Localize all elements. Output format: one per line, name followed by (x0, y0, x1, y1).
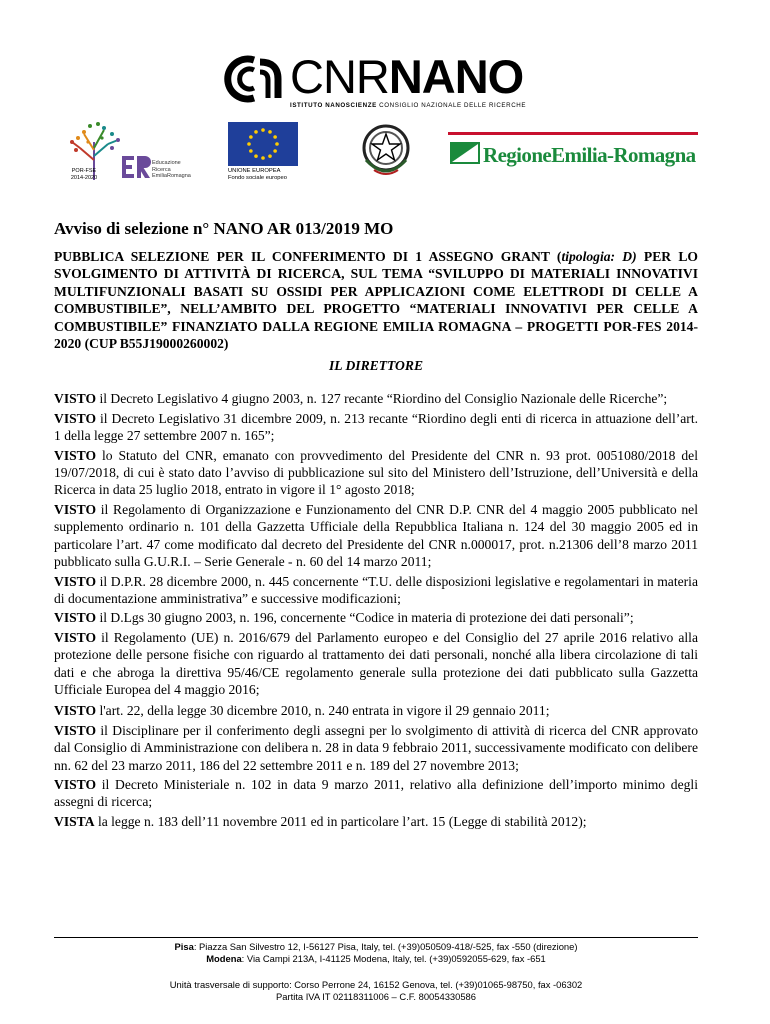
footer-pisa-label: Pisa (174, 941, 194, 952)
eu-star (273, 149, 277, 153)
paragraph-lead: VISTO (54, 447, 97, 463)
heading-part-1: PUBBLICA SELEZIONE PER IL CONFERIMENTO DI 1 ASSEGNO GRANT ( (54, 249, 562, 264)
paragraph-lead: VISTO (54, 703, 97, 719)
partner-logos (0, 120, 770, 190)
eu-caption (228, 168, 287, 182)
brand-tagline (290, 102, 526, 109)
er-caption-line: Educazione (152, 160, 181, 166)
er-left-caption (64, 168, 104, 181)
eu-caption-line: UNIONE EUROPEA (228, 168, 281, 174)
paragraph (54, 501, 698, 571)
er-caption-line: 2014-2020 (70, 174, 98, 181)
eu-star (268, 130, 272, 134)
italian-emblem-icon (356, 120, 416, 184)
footer-pisa (54, 941, 698, 953)
paragraph-text: il Regolamento (UE) n. 2016/679 del Parlamento europeo e del Consiglio del 27 aprile 2016 relativo alla protezione delle persone fisiche con riguardo al trattamento dei dati personali, nonché alla libera circolazione di tali dati e che abroga la direttiva 95/46/CE regolamento generale sulla protezione dei dati pubblicato sulla Gazzetta Ufficiale Europea del 4 maggio 2016; (54, 629, 698, 697)
footer-vat: Partita IVA IT 02118311006 – C.F. 80054330586 (276, 991, 476, 1002)
paragraph (54, 722, 698, 774)
cnr-logo-icon (224, 54, 286, 104)
er-caption-line: POR-FSE (71, 168, 97, 174)
paragraph-lead: VISTO (54, 776, 97, 792)
paragraph (54, 609, 698, 626)
eu-star (249, 149, 253, 153)
paragraph (54, 573, 698, 608)
footer-spacer (54, 965, 698, 979)
logo-er-por-fse (64, 120, 191, 186)
paragraph (54, 629, 698, 699)
paragraph-text: il Regolamento di Organizzazione e Funzionamento del CNR D.P. CNR del 4 maggio 2005 pubblicato nel supplemento ordinario n. 101 della Gazzetta Ufficiale della Repubblica Italiana n. 124 del 30 maggio 2005 ed in particolare l’art. 47 come modificato dal decreto del Presidente del CNR n.000017, prot. n.21306 dell’8 marzo 2011 pubblicato sulla G.U.R.I. – Serie Generale - n. 60 del 14 marzo 2011; (54, 501, 698, 570)
paragraph-text: il Disciplinare per il conferimento degli assegni per lo svolgimento di attività di ricerca del CNR approvato dal Consiglio di Amministrazione con delibera n. 28 in data 9 febbraio 2011, successivamente modificato con delibere nn. 62 del 23 marzo 2011, 186 del 22 settembre 2011 e n. 189 del 27 novembre 2013; (54, 722, 698, 773)
footer-genova: Unità trasversale di supporto: Corso Perrone 24, 16152 Genova, tel. (+39)01065-98750, fax -06302 (169, 979, 583, 990)
brand-name-bold: NANO (388, 50, 524, 103)
rer-wordmark: RegioneEmilia-Romagna (483, 143, 696, 167)
paragraph-lead: VISTO (54, 610, 97, 626)
brand-name-thin: CNR (290, 50, 389, 103)
heading-italic: tipologia: D) (561, 249, 637, 264)
footer-divider (54, 937, 698, 938)
logo-italian-republic (356, 120, 416, 184)
paragraph-text: il Decreto Ministeriale n. 102 in data 9 marzo 2011, relativo alla definizione dell’importo minimo degli assegni di ricerca; (54, 776, 698, 810)
paragraph-lead: VISTO (54, 629, 97, 645)
er-caption-line: Ricerca (152, 166, 171, 173)
eu-star (268, 154, 272, 158)
paragraph (54, 390, 698, 407)
brand-name (290, 52, 523, 102)
page-footer (54, 941, 698, 1003)
paragraph-lead: VISTO (54, 391, 97, 407)
paragraph-text: la legge n. 183 dell’11 novembre 2011 ed in particolare l’art. 15 (Legge di stabilità 2012); (94, 813, 587, 829)
heading-part-2: PER LO SVOLGIMENTO DI ATTIVITÀ DI RICERCA, SUL TEMA “SVILUPPO DI MATERIALI INNOVATIVI MULTIFUNZIONALI BASATI SU OSSIDI PER APPLICAZIONI COME ELETTRODI DI CELLE A COMBUSTIBILE”, NELL’AMBITO DEL PROGETTO “MATERIALI INNOVATIVI PER CELLE A COMBUSTIBILE” FINANZIATO DALLA REGIONE EMILIA ROMAGNA – PROGETTI POR-FES 2014-2020 (CUP B55J19000260002) (54, 249, 698, 352)
paragraph (54, 702, 698, 719)
tagline-bold: ISTITUTO NANOSCIENZE (290, 102, 377, 109)
eu-star (273, 135, 277, 139)
eu-star (247, 142, 251, 146)
er-right-caption (152, 160, 191, 180)
paragraph-text: lo Statuto del CNR, emanato con provvedimento del Presidente del CNR n. 93 prot. 0051080/2018 del 19/07/2018, di cui è stato dato l’avviso di pubblicazione sul sito del Ministero dell’Istruzione, dell’Università e della Ricerca in data 25 luglio 2018, entrato in vigore il 1° agosto 2018; (54, 447, 698, 498)
paragraph-text: il Decreto Legislativo 4 giugno 2003, n. 127 recante “Riordino del Consiglio Nazionale delle Ricerche”; (96, 391, 668, 407)
eu-star (261, 128, 265, 132)
paragraph-lead: VISTO (54, 722, 97, 738)
document-body (54, 218, 698, 832)
paragraph-lead: VISTO (54, 501, 97, 517)
footer-pisa-text: : Piazza San Silvestro 12, I-56127 Pisa, Italy, tel. (+39)050509-418/-525, fax -550 (direzione) (193, 941, 578, 952)
logo-eu-fse (228, 122, 298, 186)
eu-star (254, 154, 258, 158)
eu-star (254, 130, 258, 134)
cnr-nano-logo (224, 50, 527, 114)
paragraph (54, 410, 698, 445)
eu-star (249, 135, 253, 139)
eu-caption-line: Fondo sociale europeo (228, 175, 287, 181)
paragraph-text: l'art. 22, della legge 30 dicembre 2010, n. 240 entrata in vigore il 29 gennaio 2011; (96, 703, 550, 719)
er-caption-line: EmiliaRomagna (152, 173, 191, 179)
eu-star (275, 142, 279, 146)
document-title: Avviso di selezione n° NANO AR 013/2019 MO (54, 219, 394, 238)
paragraph-lead: VISTO (54, 573, 97, 589)
eu-flag-icon (228, 122, 298, 166)
paragraph-lead: VISTA (54, 813, 95, 829)
paragraph-text: il Decreto Legislativo 31 dicembre 2009, n. 213 recante “Riordino degli enti di ricerca in attuazione dell’art. 1 della legge 27 settembre 2007 n. 165”; (54, 410, 698, 444)
document-heading (54, 248, 698, 352)
paragraph-text: il D.Lgs 30 giugno 2003, n. 196, concernente “Codice in materia di protezione dei dati personali”; (96, 610, 634, 626)
paragraph (54, 813, 698, 830)
footer-modena-label: Modena (206, 953, 242, 964)
logo-regione-emilia-romagna (448, 132, 698, 178)
footer-modena-text: : Via Campi 213A, I-41125 Modena, Italy, tel. (+39)0592055-629, fax -651 (241, 953, 546, 964)
paragraph-text: il D.P.R. 28 dicembre 2000, n. 445 concernente “T.U. delle disposizioni legislative e regolamentari in materia di documentazione amministrativa” e successive modificazioni; (54, 573, 698, 606)
tagline-rest: CONSIGLIO NAZIONALE DELLE RICERCHE (376, 102, 527, 109)
paragraph-lead: VISTO (54, 410, 97, 426)
footer-modena (54, 953, 698, 965)
paragraph (54, 447, 698, 499)
paragraph (54, 776, 698, 811)
director-heading: IL DIRETTORE (328, 358, 424, 374)
eu-star (261, 156, 265, 160)
